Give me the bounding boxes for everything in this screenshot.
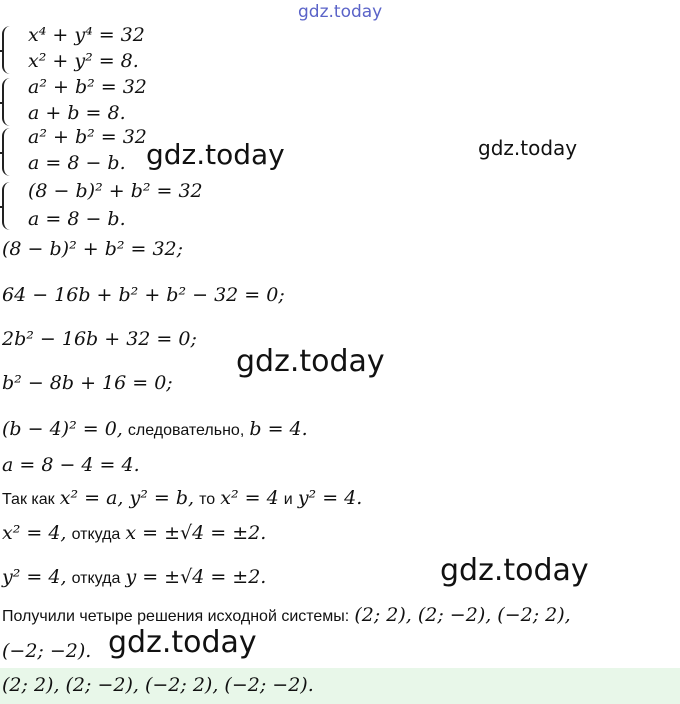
equation-system-4	[2, 180, 222, 232]
watermark: gdz.today	[478, 136, 578, 160]
system-row: (8 − b)² + b² = 32	[28, 180, 203, 202]
step-text: Так как	[2, 491, 55, 508]
step-equation: b² − 8b + 16 = 0;	[2, 372, 173, 394]
step-math: y = ±√4 = ±2.	[125, 566, 267, 588]
step-text: откуда	[71, 526, 121, 543]
system-row: a = 8 − b.	[28, 152, 126, 174]
system-row: x⁴ + y⁴ = 32	[28, 24, 145, 46]
step-math: (2; 2), (2; −2), (−2; 2),	[354, 604, 571, 626]
equation-system-3	[2, 126, 202, 178]
system-row: a² + b² = 32	[28, 76, 147, 98]
system-row: a = 8 − b.	[28, 208, 126, 230]
step-math: (b − 4)² = 0,	[2, 418, 123, 440]
equation-system-1	[2, 24, 202, 76]
answer-text: (2; 2), (2; −2), (−2; 2), (−2; −2).	[2, 674, 314, 696]
step-text: следовательно,	[127, 422, 245, 439]
watermark: gdz.today	[440, 553, 589, 588]
system-row: a + b = 8.	[28, 102, 126, 124]
step-text: то	[199, 491, 216, 508]
system-brace	[2, 182, 12, 230]
system-row: x² + y² = 8.	[28, 50, 139, 72]
step-equation: 64 − 16b + b² + b² − 32 = 0;	[2, 284, 285, 306]
system-row: a² + b² = 32	[28, 126, 147, 148]
equation-system-2	[2, 76, 202, 128]
step-math: y² = 4.	[297, 487, 363, 509]
step-line	[2, 604, 571, 626]
step-text: Получили четыре решения исходной системы:	[2, 608, 350, 625]
step-line	[2, 566, 266, 588]
step-equation: a = 8 − 4 = 4.	[2, 454, 140, 476]
step-math: b = 4.	[249, 418, 308, 440]
watermark: gdz.today	[108, 625, 257, 660]
system-brace	[2, 128, 12, 176]
step-math: x² = a, y² = b,	[59, 487, 195, 509]
system-brace	[2, 26, 12, 74]
step-line	[2, 522, 266, 544]
step-text: откуда	[71, 570, 121, 587]
step-equation: (−2; −2).	[2, 640, 92, 662]
step-equation: 2b² − 16b + 32 = 0;	[2, 328, 197, 350]
step-math: x² = 4,	[2, 522, 67, 544]
watermark: gdz.today	[236, 344, 385, 379]
step-math: x² = 4	[220, 487, 279, 509]
watermark-top: gdz.today	[298, 2, 383, 22]
answer-box	[0, 668, 680, 704]
step-line	[2, 487, 362, 509]
step-line	[2, 418, 308, 440]
step-equation: (8 − b)² + b² = 32;	[2, 238, 184, 260]
step-text: и	[283, 491, 293, 508]
watermark: gdz.today	[146, 138, 285, 171]
step-math: x = ±√4 = ±2.	[125, 522, 267, 544]
step-math: y² = 4,	[2, 566, 67, 588]
system-brace	[2, 78, 12, 126]
